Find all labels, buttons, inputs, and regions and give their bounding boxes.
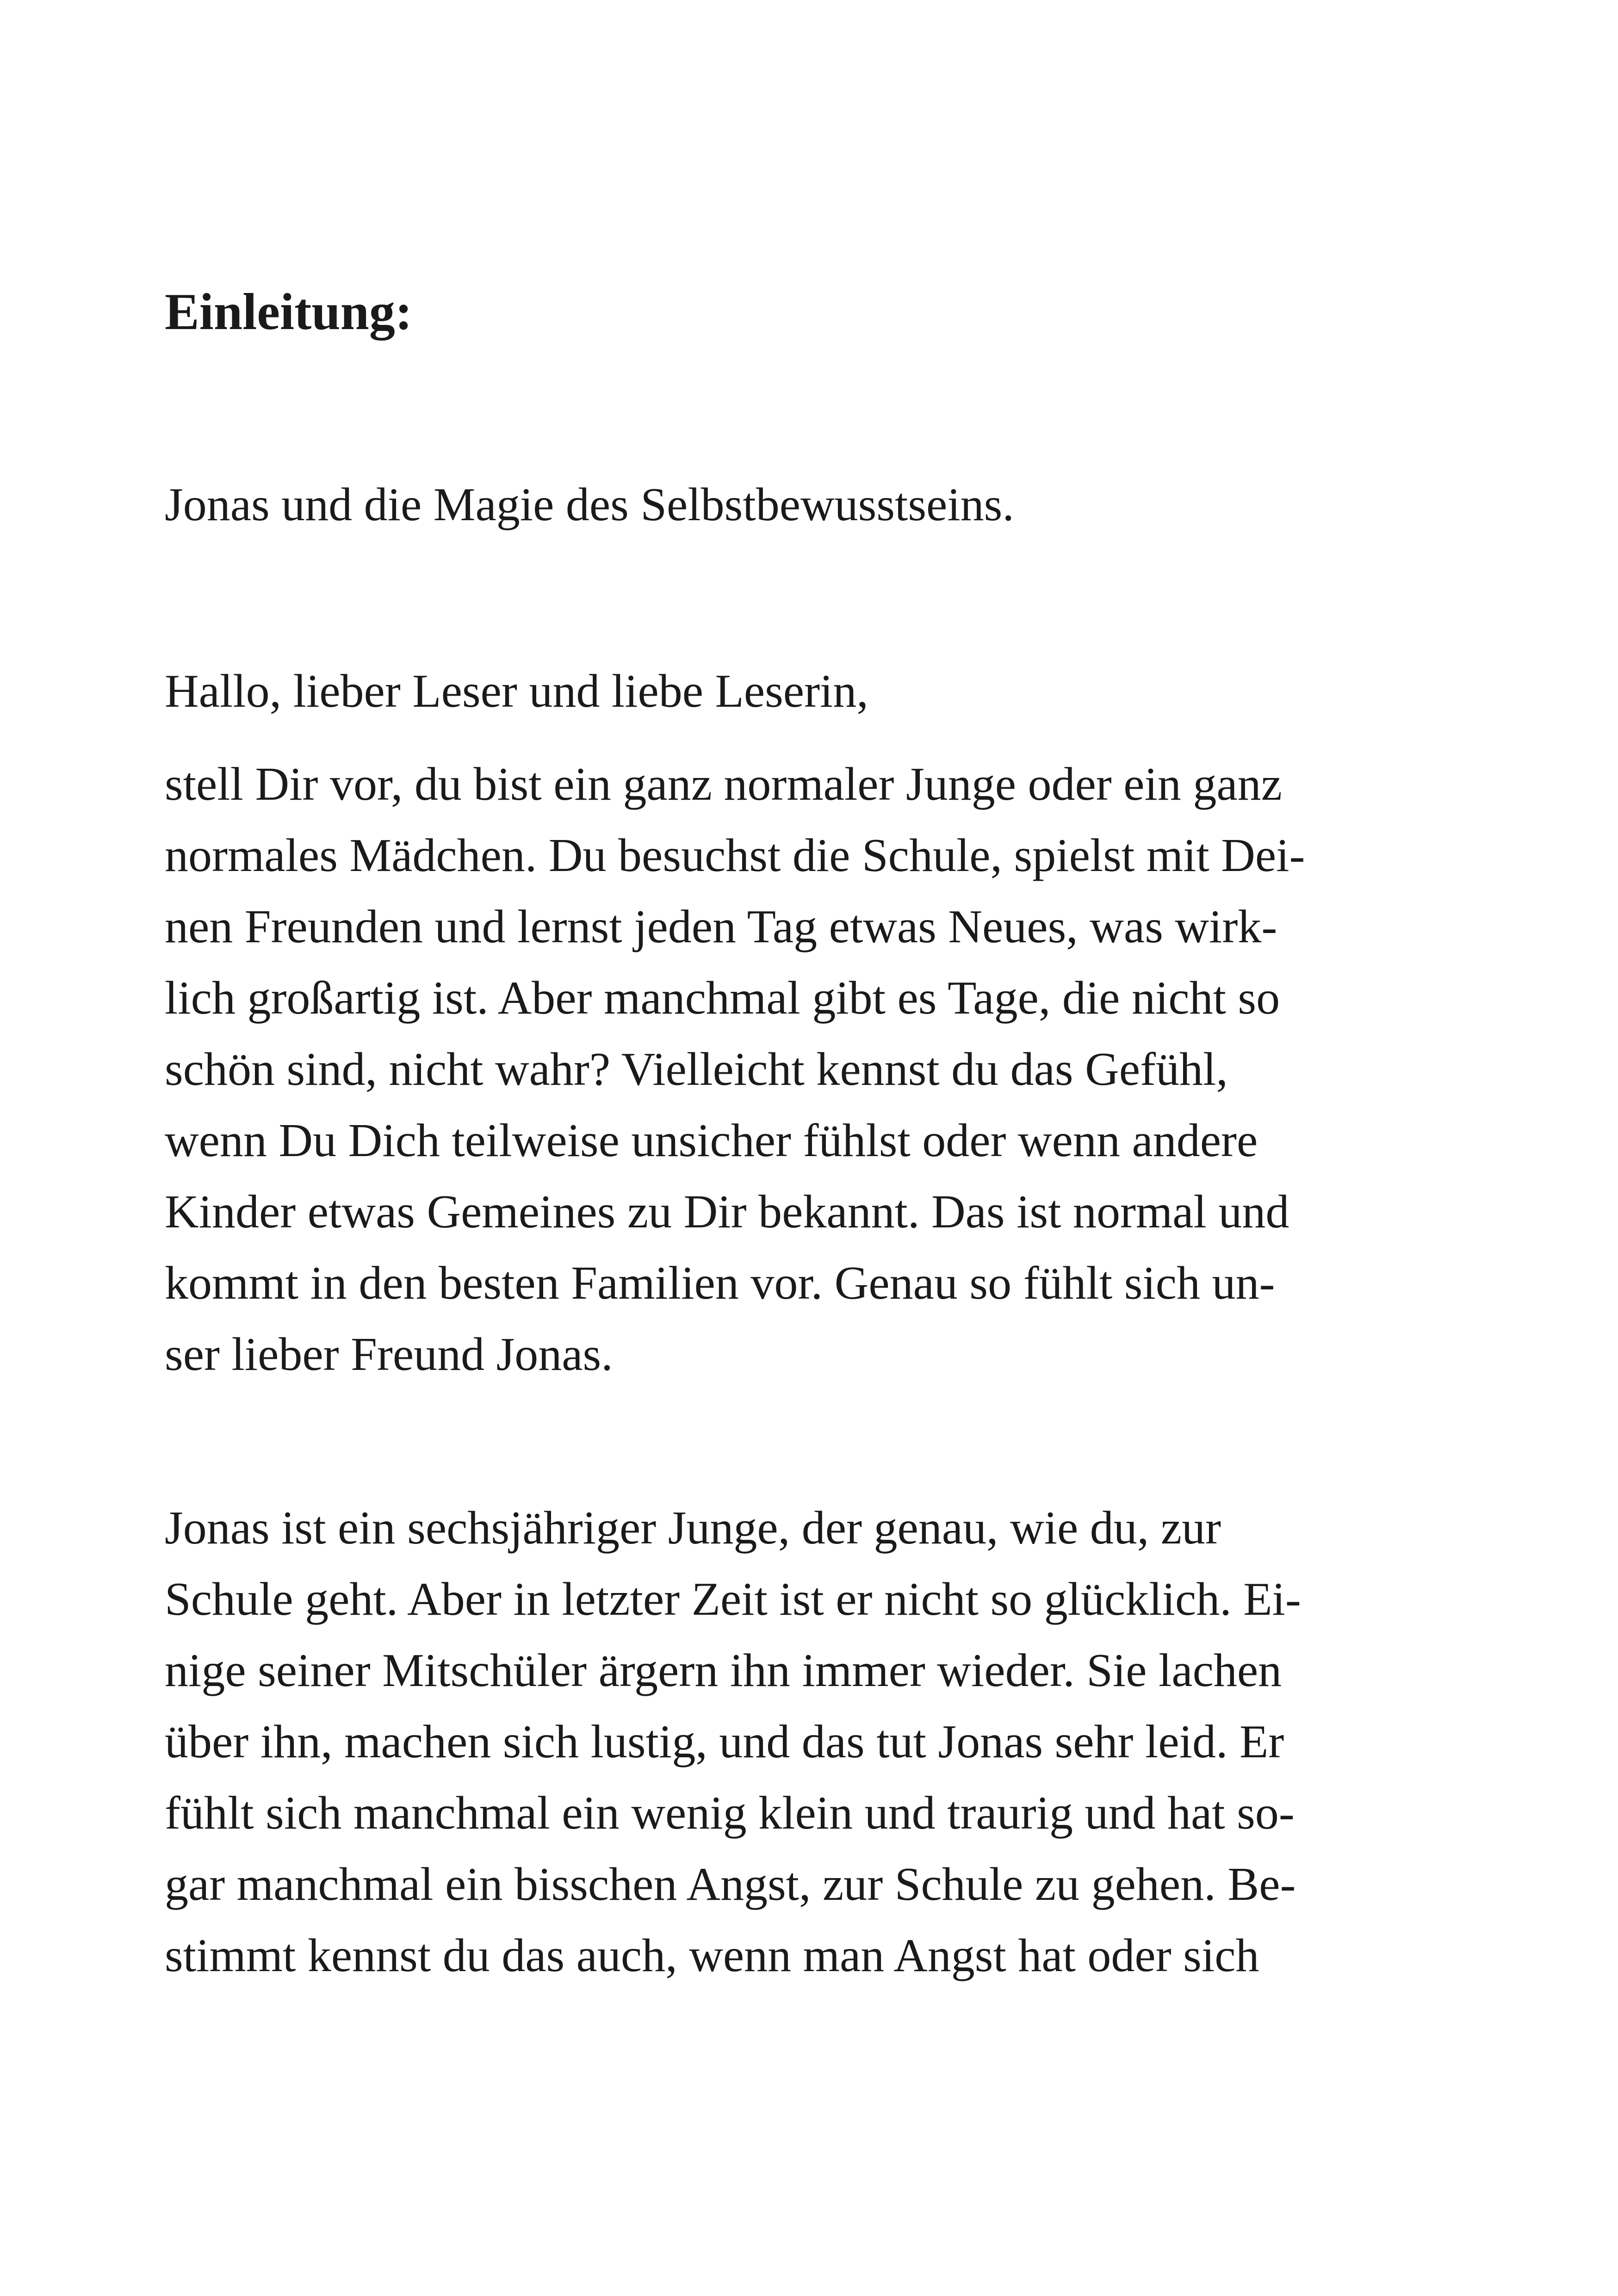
paragraph-line: fühlt sich manchmal ein wenig klein und traurig und hat so- (165, 1787, 1295, 1839)
paragraph-line: gar manchmal ein bisschen Angst, zur Schule zu gehen. Be- (165, 1858, 1296, 1910)
chapter-subtitle: Jonas und die Magie des Selbstbewusstseins. (165, 479, 1014, 531)
paragraph-line: schön sind, nicht wahr? Vielleicht kennst du das Gefühl, (165, 1043, 1228, 1095)
paragraph-2 (165, 1493, 1301, 1991)
paragraph-line: stimmt kennst du das auch, wenn man Angst hat oder sich (165, 1929, 1259, 1982)
paragraph-line: kommt in den besten Familien vor. Genau so fühlt sich un- (165, 1257, 1275, 1309)
chapter-heading: Einleitung: (165, 283, 413, 341)
paragraph-line: normales Mädchen. Du besuchst die Schule, spielst mit Dei- (165, 829, 1305, 882)
paragraph-line: Kinder etwas Gemeines zu Dir bekannt. Das ist normal und (165, 1186, 1289, 1238)
paragraph-1 (165, 749, 1305, 1390)
paragraph-line: nige seiner Mitschüler ärgern ihn immer wieder. Sie lachen (165, 1644, 1282, 1697)
paragraph-line: lich großartig ist. Aber manchmal gibt es Tage, die nicht so (165, 972, 1280, 1024)
paragraph-line: ser lieber Freund Jonas. (165, 1328, 613, 1381)
paragraph-line: über ihn, machen sich lustig, und das tut Jonas sehr leid. Er (165, 1716, 1284, 1768)
paragraph-line: stell Dir vor, du bist ein ganz normaler Junge oder ein ganz (165, 758, 1282, 810)
greeting-line: Hallo, lieber Leser und liebe Leserin, (165, 665, 868, 717)
paragraph-line: Schule geht. Aber in letzter Zeit ist er nicht so glücklich. Ei- (165, 1573, 1301, 1625)
paragraph-line: wenn Du Dich teilweise unsicher fühlst oder wenn andere (165, 1114, 1258, 1167)
paragraph-line: nen Freunden und lernst jeden Tag etwas Neues, was wirk- (165, 901, 1277, 953)
paragraph-line: Jonas ist ein sechsjähriger Junge, der genau, wie du, zur (165, 1502, 1221, 1554)
